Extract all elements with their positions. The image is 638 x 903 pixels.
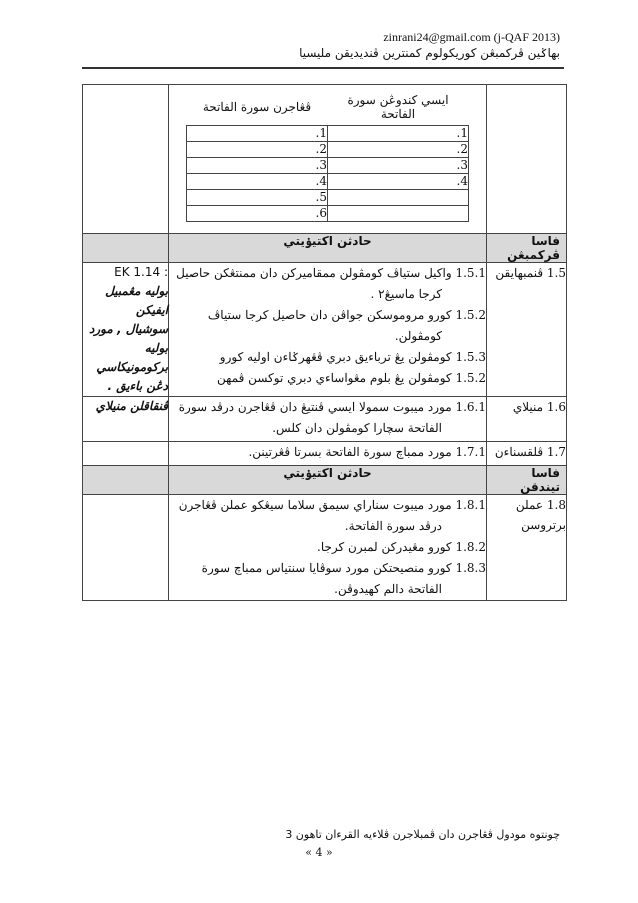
pengajaran-cell: 4. bbox=[187, 174, 328, 190]
item-text: واکيل ستياڤ کومڤولن ممقاميرکن دان ممنتڠکن حاصيل bbox=[176, 266, 452, 280]
item-cont: درڤد سورة الفاتحة. bbox=[344, 519, 442, 533]
step-name-line2: برتروسن bbox=[521, 518, 566, 532]
isi-cell bbox=[328, 190, 469, 206]
item-text: کورو مروموسکن جواڤن دان حاصيل کرجا ستياڤ bbox=[207, 308, 452, 322]
row-1-7 bbox=[83, 442, 567, 466]
row-1-8 bbox=[83, 495, 567, 601]
note-line: بوليه برکومونيکاسي bbox=[96, 341, 168, 374]
item-text: مورد ميبوت سناراي سيمق سلاما سيڠکو عملن ڤڠاجرن bbox=[178, 498, 452, 512]
step-number: 1.8 bbox=[546, 498, 566, 512]
item-cont: الفاتحة سچارا کومڤولن دان کلس. bbox=[272, 421, 442, 435]
item-number: 1.8.2 bbox=[455, 540, 486, 554]
pengajaran-cell: 1. bbox=[187, 126, 328, 142]
band-empty-cell bbox=[83, 234, 169, 263]
item-text: کومڤولن يڠ بلوم مڠواساءي دبري توکسن ڤمهن bbox=[217, 371, 452, 385]
step-cell bbox=[487, 442, 567, 466]
band-empty-cell bbox=[83, 466, 169, 495]
item-text: مورد ميبوت سمولا ايسي ڤنتيڠ دان ڤڠاجرن درڤد سورة bbox=[178, 400, 452, 414]
activity-cell bbox=[169, 397, 487, 442]
phase-name: تيندقن bbox=[520, 480, 560, 494]
header-title: بهاݢين ڤرکمبڠن کوريکولوم کمنترين ڤنديديقن مليسيا bbox=[299, 46, 560, 60]
step-number: 1.7 bbox=[546, 445, 566, 459]
step-cell bbox=[487, 263, 567, 397]
footer-title: چونتوه مودول ڤڠاجرن دان ڤمبلاجرن ڤلاءيه القرءان تاهون 3 bbox=[285, 828, 560, 841]
item-text: مورد ممباچ سورة الفاتحة بسرتا ڤڠرتينن. bbox=[248, 445, 452, 459]
step-name: عملن bbox=[515, 498, 544, 512]
pengajaran-cell: 6. bbox=[187, 206, 328, 222]
step-number: 1.6 bbox=[546, 400, 566, 414]
item-number: 1.5.1 bbox=[455, 266, 486, 280]
item-cont: کومڤولن. bbox=[394, 329, 442, 343]
top-left-cell bbox=[487, 85, 567, 234]
activity-header: حادثن اکتيۏيتي bbox=[169, 234, 487, 263]
isi-cell: 4. bbox=[328, 174, 469, 190]
activity-cell bbox=[169, 495, 487, 601]
pengajaran-cell: 5. bbox=[187, 190, 328, 206]
row-1-5 bbox=[83, 263, 567, 397]
isi-cell: 2. bbox=[328, 142, 469, 158]
note-cell bbox=[83, 397, 169, 442]
surah-content-table bbox=[186, 91, 469, 222]
step-name: منيلاي bbox=[512, 400, 544, 414]
item-text: کومڤولن يڠ ترباءيق دبري ڤڠهرݢاءن اوليه کورو bbox=[219, 350, 452, 364]
fasa-label: فاسا bbox=[531, 234, 560, 248]
note-cell bbox=[83, 442, 169, 466]
item-cont: الفاتحة دالم کهيدوڤن. bbox=[334, 582, 442, 596]
item-number: 1.5.3 bbox=[455, 350, 486, 364]
top-right-cell bbox=[83, 85, 169, 234]
fasa-label: فاسا bbox=[531, 466, 560, 480]
isi-cell bbox=[328, 206, 469, 222]
phase-label-cell bbox=[487, 466, 567, 495]
item-number: 1.7.1 bbox=[455, 445, 486, 459]
isi-cell: 1. bbox=[328, 126, 469, 142]
item-number: 1.8.3 bbox=[455, 561, 486, 575]
note-line: دڠن باءيق . bbox=[107, 379, 168, 393]
note-cell bbox=[83, 495, 169, 601]
step-name: ڤلقسناءن bbox=[494, 445, 544, 459]
row-1-6 bbox=[83, 397, 567, 442]
activity-cell bbox=[169, 442, 487, 466]
activity-header: حادثن اکتيۏيتي bbox=[169, 466, 487, 495]
item-text: کورو مڠيدرکن لمبرن کرجا. bbox=[317, 540, 452, 554]
item-number: 1.8.1 bbox=[455, 498, 486, 512]
isi-cell: 3. bbox=[328, 158, 469, 174]
item-number: 1.6.1 bbox=[455, 400, 486, 414]
note-code: : EK 1.14 bbox=[114, 265, 168, 279]
author-email: zinrani24@gmail.com (j-QAF 2013) bbox=[383, 30, 560, 44]
phase-label-cell bbox=[487, 234, 567, 263]
page-number: « 4 » bbox=[305, 846, 333, 859]
col-isi-header: ايسي کندوڠن سورة الفاتحة bbox=[347, 93, 449, 121]
step-number: 1.5 bbox=[546, 266, 566, 280]
item-number: 1.5.2 bbox=[455, 308, 486, 322]
phase-name: ڤرکمبڠن bbox=[507, 248, 560, 262]
item-text: کورو منصيحتکن مورد سوڤايا سنتياس ممباچ سورة bbox=[201, 561, 452, 575]
note-line: سوشيال , مورد bbox=[89, 322, 168, 336]
col-pengajaran-header: ڤڠاجرن سورة الفاتحة bbox=[202, 100, 312, 114]
header-rule bbox=[82, 67, 564, 69]
lesson-table bbox=[82, 84, 567, 601]
phase-band-action bbox=[83, 466, 567, 495]
top-center-cell bbox=[169, 85, 487, 234]
step-name: ڤنمبهايقن bbox=[495, 266, 544, 280]
note-cell bbox=[83, 263, 169, 397]
note-line: بوليه مڠمبيل ايفيکن bbox=[105, 284, 168, 317]
note-line: ڤنقاقلن منيلاي bbox=[95, 399, 168, 413]
item-cont: کرجا ماسيڠ٢ . bbox=[370, 287, 442, 301]
item-number: 1.5.2 bbox=[455, 371, 486, 385]
activity-cell bbox=[169, 263, 487, 397]
phase-band-development bbox=[83, 234, 567, 263]
pengajaran-cell: 3. bbox=[187, 158, 328, 174]
top-row bbox=[83, 85, 567, 234]
pengajaran-cell: 2. bbox=[187, 142, 328, 158]
step-cell bbox=[487, 397, 567, 442]
step-cell bbox=[487, 495, 567, 601]
